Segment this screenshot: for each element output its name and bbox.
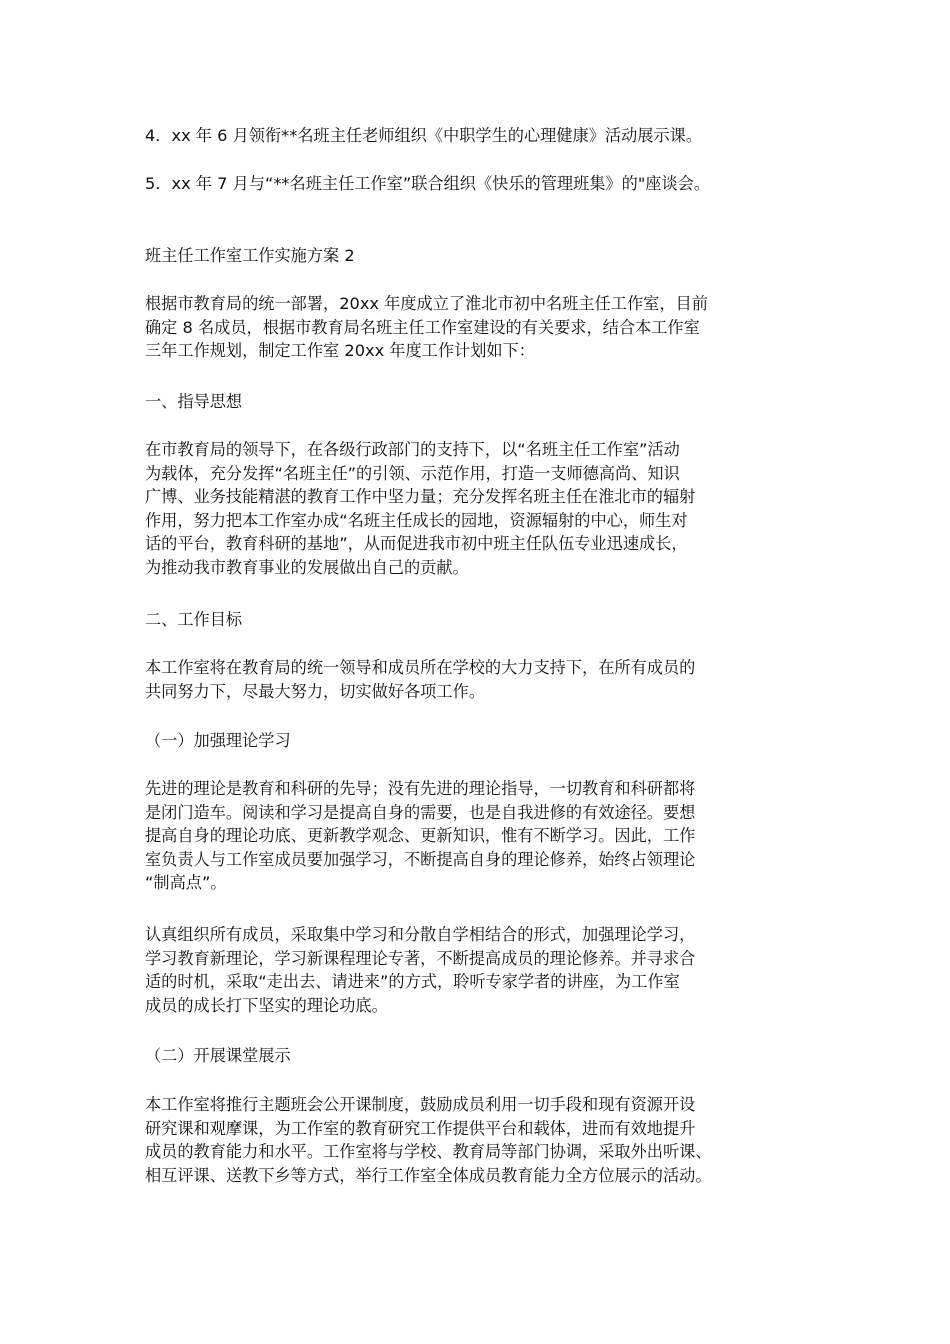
subheading-classroom-display: （二）开展课堂展示 bbox=[145, 1046, 291, 1065]
text-line: 相互评课、送教下乡等方式，举行工作室全体成员教育能力全方位展示的活动。 bbox=[145, 1165, 712, 1185]
text-line: “制高点”。 bbox=[145, 873, 227, 893]
text-line: 根据市教育局的统一部署，20xx 年度成立了淮北市初中名班主任工作室，目前 bbox=[145, 294, 708, 313]
text-line: 广博、业务技能精湛的教育工作中坚力量；充分发挥名班主任在淮北市的辐射 bbox=[145, 487, 696, 507]
goals-paragraph bbox=[145, 656, 825, 703]
text-line: 在市教育局的领导下，在各级行政部门的支持下，以“名班主任工作室”活动 bbox=[145, 440, 680, 459]
text-line: 是闭门造车。阅读和学习是提高自身的需要，也是自我进修的有效途径。要想 bbox=[145, 802, 696, 822]
section-title: 班主任工作室工作实施方案 2 bbox=[145, 246, 355, 265]
text-line: 确定 8 名成员，根据市教育局名班主任工作室建设的有关要求，结合本工作室 bbox=[145, 317, 700, 337]
text-line: 提高自身的理论功底、更新教学观念、更新知识，惟有不断学习。因此，工作 bbox=[145, 826, 696, 846]
intro-paragraph bbox=[145, 292, 825, 363]
text-line: 本工作室将推行主题班会公开课制度，鼓励成员利用一切手段和现有资源开设 bbox=[145, 1095, 696, 1114]
text-line: 适的时机，采取“走出去、请进来”的方式，聆听专家学者的讲座，为工作室 bbox=[145, 972, 680, 992]
list-item-4: 4．xx 年 6 月领衔**名班主任老师组织《中职学生的心理健康》活动展示课。 bbox=[145, 126, 703, 145]
heading-work-goals: 二、工作目标 bbox=[145, 610, 243, 629]
theory-paragraph-2 bbox=[145, 923, 825, 1017]
guiding-paragraph bbox=[145, 438, 825, 580]
text-line: 作用，努力把本工作室办成“名班主任成长的园地，资源辐射的中心，师生对 bbox=[145, 510, 688, 530]
text-line: 室负责人与工作室成员要加强学习，不断提高自身的理论修养，始终占领理论 bbox=[145, 849, 696, 869]
text-line: 共同努力下，尽最大努力，切实做好各项工作。 bbox=[145, 681, 485, 701]
heading-guiding-ideology: 一、指导思想 bbox=[145, 392, 243, 411]
text-line: 话的平台，教育科研的基地”，从而促进我市初中班主任队伍专业迅速成长， bbox=[145, 534, 688, 554]
text-line: 为载体，充分发挥“名班主任”的引领、示范作用，打造一支师德高尚、知识 bbox=[145, 463, 680, 483]
text-line: 先进的理论是教育和科研的先导；没有先进的理论指导，一切教育和科研都将 bbox=[145, 779, 696, 798]
text-line: 成员的成长打下坚实的理论功底。 bbox=[145, 995, 388, 1015]
text-line: 三年工作规划，制定工作室 20xx 年度工作计划如下： bbox=[145, 341, 535, 361]
subheading-theory-study: （一）加强理论学习 bbox=[145, 731, 291, 750]
theory-paragraph-1 bbox=[145, 777, 825, 895]
text-line: 为推动我市教育事业的发展做出自己的贡献。 bbox=[145, 557, 469, 577]
text-line: 本工作室将在教育局的统一领导和成员所在学校的大力支持下，在所有成员的 bbox=[145, 658, 696, 677]
list-item-5: 5．xx 年 7 月与“**名班主任工作室”联合组织《快乐的管理班集》的"座谈会。 bbox=[145, 174, 711, 193]
classroom-paragraph bbox=[145, 1093, 825, 1187]
text-line: 学习教育新理论，学习新课程理论专著，不断提高成员的理论修养。并寻求合 bbox=[145, 948, 696, 968]
text-line: 研究课和观摩课，为工作室的教育研究工作提供平台和载体，进而有效地提升 bbox=[145, 1118, 696, 1138]
text-line: 认真组织所有成员，采取集中学习和分散自学相结合的形式，加强理论学习， bbox=[145, 925, 696, 944]
text-line: 成员的教育能力和水平。工作室将与学校、教育局等部门协调，采取外出听课、 bbox=[145, 1142, 712, 1162]
